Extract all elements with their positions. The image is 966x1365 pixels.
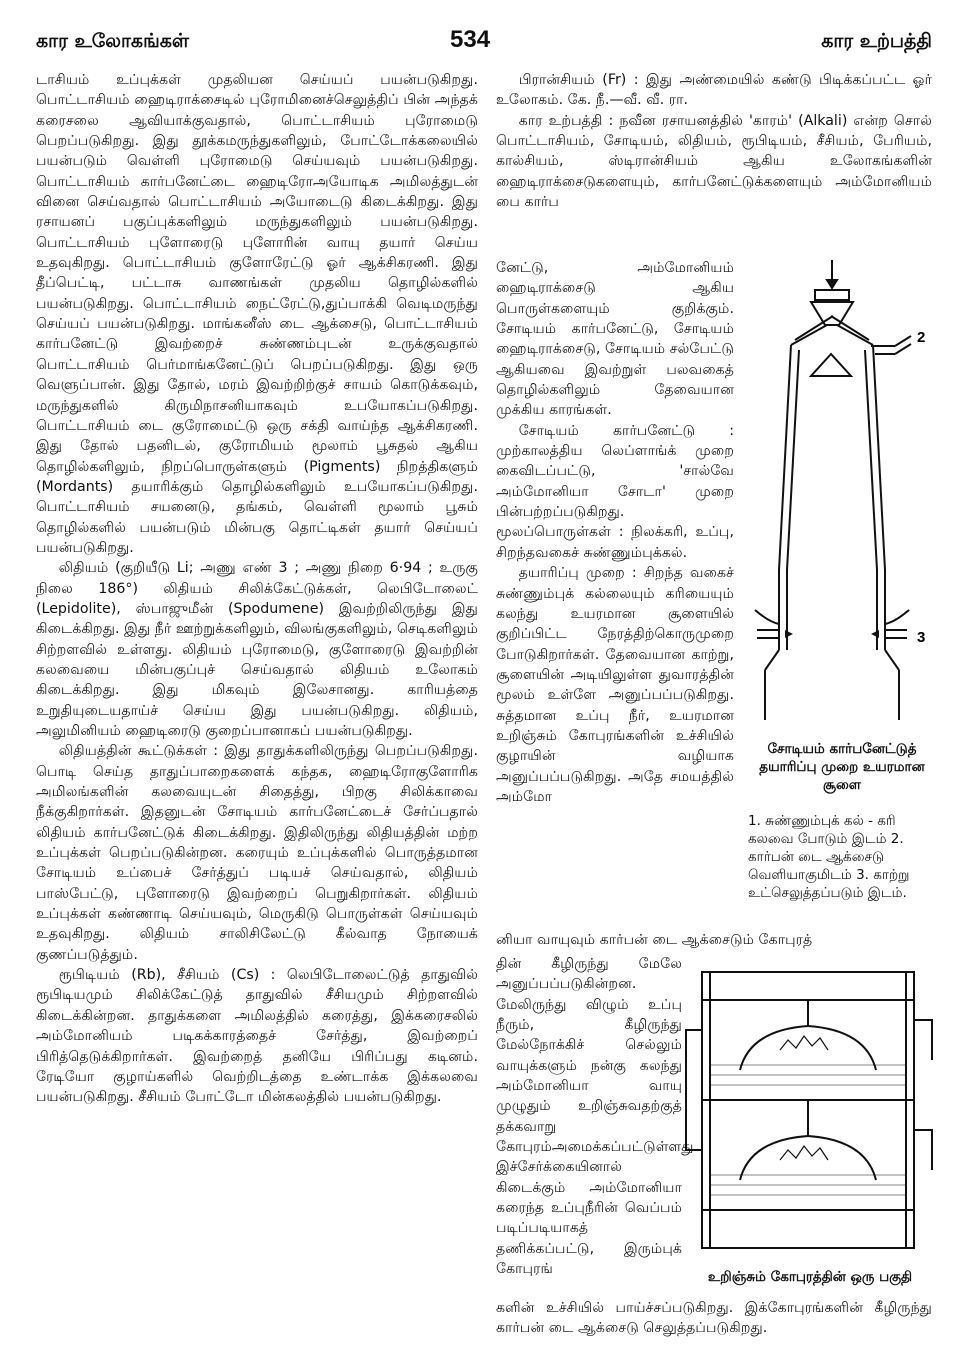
air-inlet-left xyxy=(755,610,779,624)
absorption-tower-diagram xyxy=(680,960,940,1260)
paragraph-lithium: லிதியம் (குறியீடு Li; அணு எண் 3 ; அணு நிறை 6·94 ; உருகு நிலை 186°) லிதியம் சிலிக்கேட்டுக்கள், லெபிடோலைட் (Lepidolite), ஸ்பாஜுமீன் (Spodumene) இவற்றிலிருந்து இது கிடைக்கிறது. இது நீர் ஊற்றுக்களிலும், விலங்குகளிலும், செடிகளிலும் சிற்றளவில் உள்ளது. லிதியம் புரோமைடு, குளோரைடு இவற்றின் கலவையை மின்பகுப்புச் செய்வதால் லிதியம் உலோகம் கிடைக்கிறது. இது மிகவும் இலேசானது. காரியத்தை உறுதியுடையதாய்ச் செய்ய இது பயன்படுகிறது. லிதியம், அலுமினியம் ஹைடிரைடு குறைப்பானாகப் பயன்படுகிறது. xyxy=(36,560,478,739)
tower-caption: உறிஞ்சும் கோபுரத்தின் ஒரு பகுதி xyxy=(707,1269,913,1285)
hopper-top xyxy=(815,290,849,300)
input-arrow-head xyxy=(827,280,837,288)
kiln-base-right xyxy=(885,650,899,670)
right-column-bottom xyxy=(496,1298,932,1339)
paragraph-alkali-production: கார உற்பத்தி : நவீன ரசாயனத்தில் 'காரம்' (Alkali) என்ற சொல் பொட்டாசியம், சோடியம், லிதியம், ரூபிடியம், சீசியம், பேரியம், கால்சியம், ஸ்டிரான்சியம் ஆகிய உலோகங்களின் ஹைடிராக்சைடுகளையும், கார்பனேட்டுக்களையும் அம்மோனியம் பை கார்ப xyxy=(496,112,932,211)
distributor-cone xyxy=(811,354,851,376)
paragraph-rubidium-cesium: ரூபிடியம் (Rb), சீசியம் (Cs) : லெபிடோலைட்டுத் தாதுவில் ரூபிடியமும் சிலிக்கேட்டுத் தாதுவில் சீசியமும் சிற்றளவில் கிடைக்கின்றன. தாதுக்களை அமிலத்தில் கரைத்து, இக்கரைசலில் அம்மோனியம் படிகக்காரத்தைச் சேர்த்து, இவற்றைப் பிரித்தெடுக்கிறார்கள். இவற்றைத் தனியே பிரிப்பது கடினம். ரேடியோ குழாய்களில் வெற்றிடத்தை உண்டாக்க இக்கலவை பயன்படுகிறது. சீசியம் போட்டோ மின்கலத்தில் பயன்படுகிறது. xyxy=(36,967,478,1106)
liquid-surface-upper xyxy=(780,1036,828,1050)
paragraph-lithium-compounds: லிதியத்தின் கூட்டுக்கள் : இது தாதுக்களிலிருந்து பெறப்படுகிறது. பொடி செய்த தாதுப்பாறைகளைக் கந்தக, ஹைடிரோகுளோரிக அமிலங்களின் கலவையுடன் சிதைத்து, பிறகு சிலிக்காவை நீக்குகிறார்கள். இதனுடன் சோடியம் கார்பனேட்டைச் சேர்ப்பதால் லிதியம் கார்பனேட்டுக் கிடைக்கிறது. இதிலிருந்து லிதியத்தின் மற்ற உப்புக்கள் பெறப்படுகின்றன. கரையும் உப்புக்களில் பொருத்தமான சோடியம் உப்பைச் சேர்த்துப் படியச் செய்வதால், லிதியம் பாஸ்பேட்டு, புளோரைடு இவற்றைப் பெறுகிறார்கள். லிதியம் உப்புக்கள் கண்ணாடி செய்யவும், மெருகிடு பொருள்கள் செய்யவும் உதவுகிறது. லிதியம் சாலிசிலேட்டு கீல்வாத நோயைக் குணப்படுத்தும். xyxy=(36,743,478,963)
right-column-narrow xyxy=(496,258,734,807)
kiln-caption: சோடியம் கார்பனேட்டுத் தயாரிப்பு முறை உயரமான சூளை xyxy=(759,741,925,793)
running-header-left: கார உலோகங்கள் xyxy=(36,30,190,52)
paragraph-sodium-carbonate: சோடியம் கார்பனேட்டு : முற்காலத்திய லெப்ளாங்க் முறை கைவிடப்பட்டு, 'சால்வே அம்மோனியா சோடா' முறை பின்பற்றப்படுகிறது. மூலப்பொருள்கள் : நிலக்கரி, உப்பு, சிறந்தவகைச் சுண்ணும்புக்கல். xyxy=(496,422,734,561)
kiln-legend: 1. சுண்ணும்புக் கல் - கரி கலவை போடும் இடம் 2. கார்பன் டை ஆக்சைடு வெளியாகுமிடம் 3. காற்று உட்செலுத்தப்படும் இடம். xyxy=(748,813,910,901)
kiln-roof-left xyxy=(791,325,827,345)
bubble-cap-lower xyxy=(740,1136,876,1180)
running-header-right: கார உற்பத்தி xyxy=(821,30,932,52)
liquid-surface-lower xyxy=(780,1146,828,1160)
air-inlet-right xyxy=(885,610,909,624)
paragraph-tower-end: களின் உச்சியில் பாய்ச்சப்படுகிறது. இக்கோபுரங்களின் கீழிருந்து கார்பன் டை ஆக்சைடு செலுத்தப்படுகிறது. xyxy=(496,1300,932,1337)
right-column-top xyxy=(496,70,932,212)
paragraph-absorption: தின் கீழிருந்து மேலே அனுப்பப்படுகின்றன. மேலிருந்து விழும் உப்பு நீரும், கீழிருந்து மேல்நோக்கிச் செல்லும் வாயுக்களும் நன்கு கலந்து அம்மோனியா வாயு முழுதும் உறிஞ்சுவதற்குத் தக்கவாறு கோபுரம்அமைக்கப்பட்டுள்ளது. இச்சேர்க்கையினால் கிடைக்கும் அம்மோனியா கரைந்த உப்புநீரின் வெப்பம் படிப்படியாகத் தணிக்கப்பட்டு, இரும்புக் கோபுரங் xyxy=(496,956,699,1278)
kiln-base-left xyxy=(765,650,779,670)
side-pipe-right-lower xyxy=(914,1130,932,1170)
right-column-full-line xyxy=(496,930,932,950)
kiln-label-3: 3 xyxy=(917,629,926,646)
left-column xyxy=(36,70,478,1108)
paragraph-continuation-full: னியா வாயுவும் கார்பன் டை ஆக்சைடும் கோபுரத் xyxy=(496,932,813,948)
right-column-narrow-2 xyxy=(496,954,699,1280)
side-pipe-right-upper xyxy=(914,1020,932,1060)
page-number: 534 xyxy=(450,26,491,53)
bubble-cap-upper xyxy=(740,1026,876,1070)
kiln-diagram xyxy=(745,250,945,720)
paragraph-potassium-compounds: டாசியம் உப்புக்கள் முதலியன செய்யப் பயன்படுகிறது. பொட்டாசியம் ஹைடிராக்சைடில் புரோமினைச்செலுத்திப் பின் அந்தக் கரைசலை ஆவியாக்குவதால், பொட்டாசியம் புரோமைடு பெறப்படுகிறது. இது தூக்கமருந்துகளிலும், போட்டோக்கலையில் பயன்படும் வெள்ளி புரோமைடு செய்யவும் பயன்படுகிறது. பொட்டாசியம் கார்பனேட்டை ஹைடிரோஅயோடிக அமிலத்துடன் வினை செய்வதால் பொட்டாசியம் அயோடைடு கிடைக்கிறது. இது ரசாயனப் பகுப்புக்களிலும் மருந்துகளிலும் பயன்படுகிறது. பொட்டாசியம் புளோரைடு புளோரின் வாயு தயார் செய்ய உதவுகிறது. பொட்டாசியம் குளோரேட்டு ஓர் ஆக்சிகரணி. இது தீப்பெட்டி, பட்டாசு வாணங்கள் முதலிய தொழில்களில் பயன்படுகிறது. பொட்டாசியம் நைட்ரேட்டு,துப்பாக்கி வெடிமருந்து செய்யப் பயன்படுகிறது. மாங்கனீஸ் டை ஆக்சைடு, பொட்டாசியம் கார்பனேட்டு இவற்றைச் சுண்ணம்புடன் உருக்குவதால் பொட்டாசியம் பெர்மாங்கனேட்டுப் பெறப்படுகிறது. இது ஒரு வெளுப்பான். இது தோல், மரம் இவற்றிற்குச் சாயம் கொடுக்கவும், மருந்துகளில் கிருமிநாசனியாகவும் உபயோகப்படுகிறது. பொட்டாசியம் டை குரோமைட்டு ஒரு சக்தி வாய்ந்த ஆக்சிகரணி. இது தோல் பதனிடல், குரோமியம் மூலாம் பூசுதல் ஆகிய தொழில்களிலும், நிறப்பொருள்களும் (Pigments) நிறத்திகளும் (Mordants) தயாரிக்கும் தொழில்களிலும் உபயோகப்படுகிறது. பொட்டாசியம் சயனைடு, தங்கம், வெள்ளி மூலாம் பூசும் தொழில்களில் பயன்படும் மின்பகு தொட்டிகள் தயார் செய்யப் பயன்படுகிறது. xyxy=(36,72,478,556)
paragraph-preparation-method: தயாரிப்பு முறை : சிறந்த வகைச் சுண்ணும்புக் கல்லையும் கரியையும் கலந்து உயரமான சூளையில் குறிப்பிட்ட நேரத்திற்கொருமுறை போடுகிறார்கள். தேவையான காற்று, சூளையின் அடியிலுள்ள துவாரத்தின் மூலம் உள்ளே அனுப்பப்படுகிறது. சுத்தமான உப்பு நீர், உயரமான உறிஞ்சும் கோபுரங்களின் உச்சியில் குழாயின் வழியாக அனுப்பப்படுகிறது. அதே சமயத்தில் அம்மோ xyxy=(496,565,734,805)
side-pipe-left xyxy=(686,1030,702,1150)
kiln-roof-right xyxy=(837,325,873,345)
paragraph-alkalis-list: னேட்டு, அம்மோனியம் ஹைடிராக்சைடு ஆகிய பொருள்களையும் குறிக்கும். சோடியம் கார்பனேட்டு, சோடியம் ஹைடிராக்சைடு, சோடியம் சல்பேட்டு ஆகியவை இவற்றுள் பலவகைத் தொழில்களிலும் தேவையான முக்கிய காரங்கள். xyxy=(496,260,734,419)
hopper xyxy=(811,302,853,325)
kiln-label-2: 2 xyxy=(917,329,926,346)
paragraph-francium: பிரான்சியம் (Fr) : இது அண்மையில் கண்டு பிடிக்கப்பட்ட ஓர் உலோகம். கே. நீ.—வீ. வீ. ரா. xyxy=(496,72,932,109)
